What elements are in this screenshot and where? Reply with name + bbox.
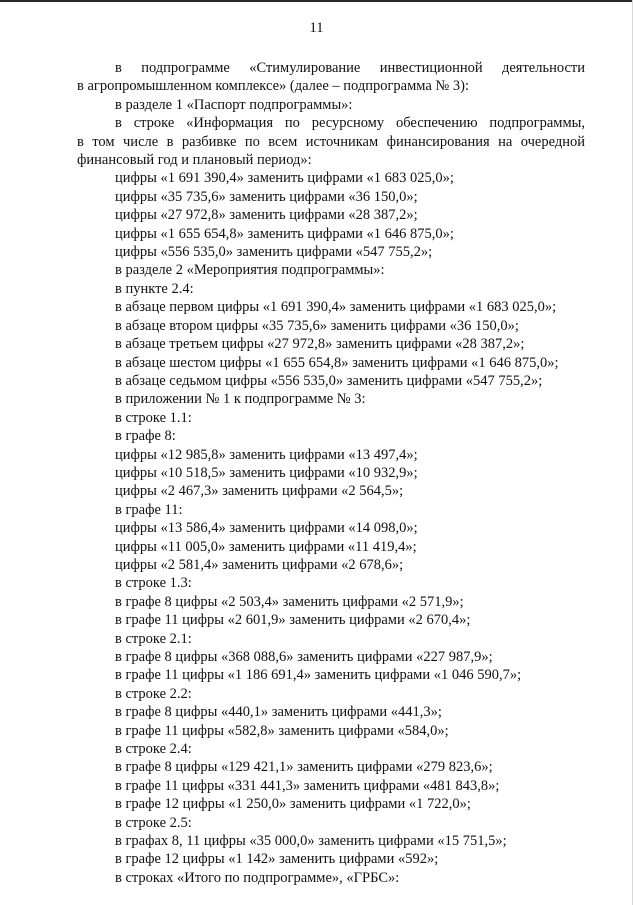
text-line: в строке 2.2: [115, 685, 192, 702]
text-line: в разделе 1 «Паспорт подпрограммы»: [115, 96, 353, 113]
text-line: в абзаце первом цифры «1 691 390,4» заменить цифрами «1 683 025,0»; [115, 299, 557, 316]
text-line: в пункте 2.4: [115, 280, 194, 297]
text-line: в графах 8, 11 цифры «35 000,0» заменить цифрами «15 751,5»; [115, 833, 507, 850]
text-line: цифры «12 985,8» заменить цифрами «13 497,4»; [115, 446, 418, 463]
text-line: цифры «2 581,4» заменить цифрами «2 678,6»; [115, 556, 404, 573]
text-line: в строке 1.1: [115, 409, 192, 426]
page-number: 11 [309, 20, 324, 36]
text-line: в абзаце седьмом цифры «556 535,0» заменить цифрами «547 755,2»; [115, 372, 543, 389]
text-line: в строке 2.4: [115, 741, 192, 758]
document-body [77, 59, 585, 887]
text-line: в абзаце третьем цифры «27 972,8» заменить цифрами «28 387,2»; [115, 336, 525, 353]
text-line: в подпрограмме «Стимулирование инвестиционной деятельности [115, 60, 585, 76]
text-line: в графе 11 цифры «1 186 691,4» заменить цифрами «1 046 590,7»; [115, 667, 522, 684]
text-line: в графе 8 цифры «2 503,4» заменить цифрами «2 571,9»; [115, 593, 464, 610]
text-line: цифры «27 972,8» заменить цифрами «28 387,2»; [115, 207, 418, 224]
text-line: в строке 2.1: [115, 630, 192, 647]
text-line: в графе 12 цифры «1 142» заменить цифрами «592»; [115, 851, 439, 868]
text-line: в графе 11 цифры «582,8» заменить цифрами «584,0»; [115, 722, 449, 739]
text-line: в графе 8 цифры «368 088,6» заменить цифрами «227 987,9»; [115, 649, 493, 665]
text-line: в агропромышленном комплексе» (далее – подпрограмма № 3): [77, 78, 470, 95]
text-line: в графе 11 цифры «2 601,9» заменить цифрами «2 670,4»; [115, 612, 471, 629]
text-line: в абзаце втором цифры «35 735,6» заменить цифрами «36 150,0»; [115, 317, 519, 334]
text-line: в абзаце шестом цифры «1 655 654,8» заменить цифрами «1 646 875,0»; [115, 354, 559, 371]
text-line: финансовый год и плановый период»: [77, 152, 312, 169]
text-line: цифры «556 535,0» заменить цифрами «547 755,2»; [115, 244, 433, 261]
text-line: в строке 2.5: [115, 814, 192, 831]
text-line: в строке 1.3: [115, 575, 192, 592]
text-line: в графе 8 цифры «440,1» заменить цифрами «441,3»; [115, 704, 442, 721]
text-line: в том числе в разбивке по всем источникам финансирования на очередной [77, 133, 585, 150]
text-line: цифры «1 655 654,8» заменить цифрами «1 646 875,0»; [115, 225, 454, 242]
text-line: цифры «10 518,5» заменить цифрами «10 932,9»; [115, 464, 418, 481]
text-line: в разделе 2 «Мероприятия подпрограммы»: [115, 262, 385, 279]
text-line: цифры «2 467,3» заменить цифрами «2 564,5»; [115, 483, 404, 500]
page-top-edge [0, 0, 633, 2]
text-line: в строке «Информация по ресурсному обеспечению подпрограммы, [115, 115, 585, 132]
text-line: в графе 12 цифры «1 250,0» заменить цифрами «1 722,0»; [115, 796, 471, 813]
text-line: в графе 8 цифры «129 421,1» заменить цифрами «279 823,6»; [115, 759, 493, 776]
text-line: цифры «1 691 390,4» заменить цифрами «1 683 025,0»; [115, 170, 454, 187]
text-line: в графе 11 цифры «331 441,3» заменить цифрами «481 843,8»; [115, 777, 500, 794]
text-line: цифры «13 586,4» заменить цифрами «14 098,0»; [115, 520, 418, 537]
text-line: в приложении № 1 к подпрограмме № 3: [115, 391, 366, 408]
text-line: цифры «11 005,0» заменить цифрами «11 419,4»; [115, 538, 417, 555]
text-line: в графе 11: [115, 501, 183, 518]
text-line: в строках «Итого по подпрограмме», «ГРБС»: [115, 869, 400, 886]
text-line: в графе 8: [115, 428, 176, 445]
text-line: цифры «35 735,6» заменить цифрами «36 150,0»; [115, 188, 418, 205]
